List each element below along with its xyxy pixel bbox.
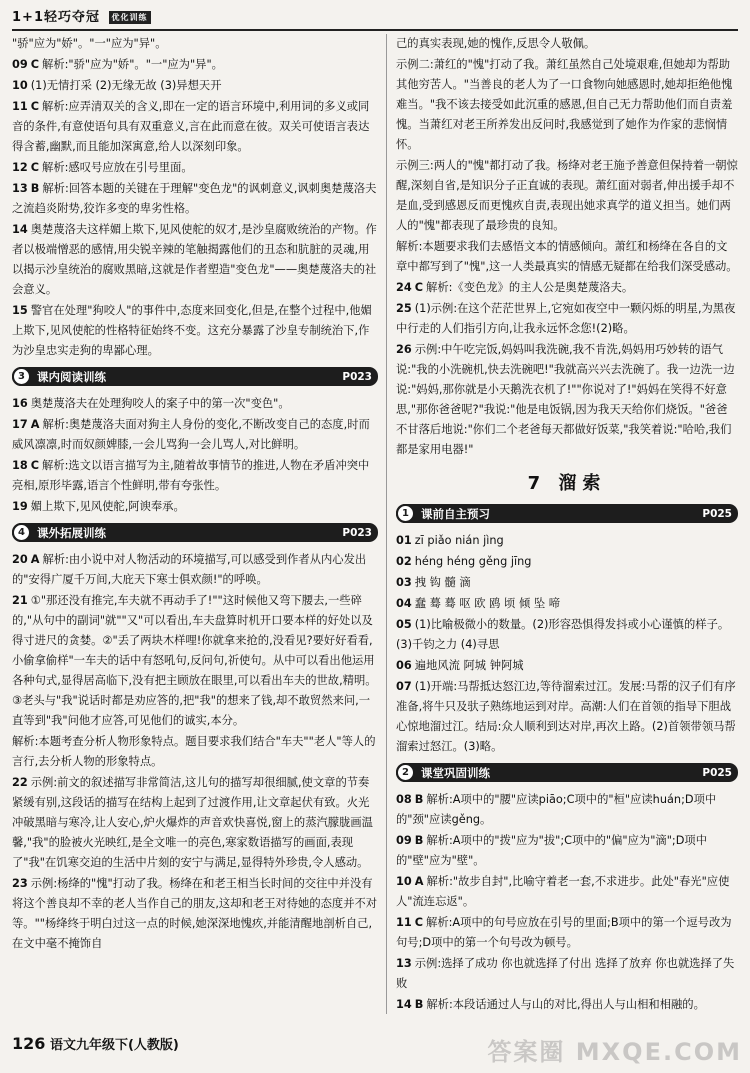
answer-item	[396, 237, 738, 277]
answer-item	[396, 552, 738, 572]
question-number: 06	[396, 659, 412, 672]
lesson-number: 7	[527, 473, 547, 494]
question-number: 15	[12, 304, 28, 317]
section-number: 4	[12, 523, 31, 542]
answer-item	[12, 179, 378, 219]
answer-item	[12, 591, 378, 731]
answer-choice: A	[414, 875, 424, 888]
answer-item	[396, 156, 738, 236]
section-page-code: P025	[702, 507, 732, 520]
answer-choice: C	[414, 916, 424, 929]
question-number: 03	[396, 576, 412, 589]
question-number: 10	[396, 875, 412, 888]
question-number: 26	[396, 343, 412, 356]
answer-item	[396, 954, 738, 994]
answer-item	[396, 34, 738, 54]
answer-text: 蠢 蓦 蓦 呕 欧 鸥 顷 倾 坠 啼	[414, 597, 561, 610]
answer-item	[12, 550, 378, 590]
answer-text: 解析:应弄清双关的含义,即在一定的语言环境中,利用词的多义或同音的条件,有意使语句具有双重意义,言在此而意在彼。双关可使语言表达得含蓄,幽默,而且能加深寓意,给人以深刻印象。	[12, 100, 370, 153]
answer-text: 解析:"故步自封",比喻守着老一套,不求进步。此处"春光"应使人"流连忘返"。	[396, 875, 730, 908]
question-number: 23	[12, 877, 28, 890]
question-number: 11	[12, 100, 28, 113]
answer-choice: C	[30, 58, 40, 71]
page-number: 126	[12, 1034, 46, 1053]
answer-text: 示例:杨绛的"愧"打动了我。杨绛在和老王相当长时间的交往中并没有将这个善良却不幸的老人当作自己的朋友,这却和老王对待她的态度并不对等。""杨绛终于明白过这一点的时候,她深深地愧疚,并能清醒地剖析自己,在文中毫不掩饰自	[12, 877, 378, 950]
question-number: 17	[12, 418, 28, 431]
answer-choice: C	[30, 161, 40, 174]
question-number: 21	[12, 594, 28, 607]
question-number: 09	[12, 58, 28, 71]
answer-text: 解析:回答本题的关键在于理解"变色龙"的讽刺意义,讽刺奥楚蔑洛夫之流趋炎附势,狡诈多变的卑劣性格。	[12, 182, 377, 215]
book-title: 语文九年级下(人教版)	[49, 1038, 179, 1053]
answer-text: 己的真实表现,她的愧作,反思令人敬佩。	[396, 37, 596, 50]
question-number: 01	[396, 534, 412, 547]
answer-item	[396, 831, 738, 871]
answer-item	[396, 573, 738, 593]
answer-text: 示例:前文的叙述描写非常简洁,这儿句的描写却很细腻,使文章的节奏紧缓有别,这段话的描写在结构上起到了过渡作用,让文章起伏有致。火光冲破黑暗与寒冷,让人安心,炉火爆炸的声音欢快喜悦,窗上的蒸汽朦胧画温馨,"我"的脸被火光映红,是全文唯一的亮色,寒家数语描写的画面,表现了"我"在饥寒交迫的生活中片刻的安宁与满足,显得特外珍贵,令人感动。	[12, 776, 373, 869]
answer-text: 解析:A项中的"拨"应为"拔";C项中的"偏"应为"滴";D项中的"壁"应为"壁"。	[396, 834, 708, 867]
answer-choice: A	[30, 418, 40, 431]
answer-text: 拽 钩 髓 滴	[414, 576, 471, 589]
question-number: 08	[396, 793, 412, 806]
answer-item	[396, 995, 738, 1015]
answer-text: 示例:选择了成功 你也就选择了付出 选择了放弃 你也就选择了失败	[396, 957, 735, 990]
section-title: 课堂巩固训练	[421, 765, 490, 780]
answer-item	[396, 615, 738, 655]
answer-text: 媚上欺下,见风使舵,阿谀奉承。	[30, 500, 185, 513]
answer-choice: B	[414, 998, 424, 1011]
question-number: 12	[12, 161, 28, 174]
answer-item	[12, 55, 378, 75]
answer-choice: A	[30, 553, 40, 566]
question-number: 05	[396, 618, 412, 631]
answer-text: 解析:由小说中对人物活动的环境描写,可以感受到作者从内心发出的"安得广厦千万间,大庇天下寒士俱欢颜!"的呼唤。	[12, 553, 367, 586]
answer-text: 遍地风流 阿城 钟阿城	[414, 659, 524, 672]
answer-text: 解析:A项中的句号应放在引号的里面;B项中的第一个逗号改为句号;D项中的第一个句号改为顿号。	[396, 916, 732, 949]
question-number: 20	[12, 553, 28, 566]
answer-item	[12, 497, 378, 517]
answer-item	[12, 874, 378, 954]
header-rule	[12, 29, 738, 31]
answer-choice: B	[30, 182, 40, 195]
answer-item	[396, 594, 738, 614]
question-number: 19	[12, 500, 28, 513]
question-number: 24	[396, 281, 412, 294]
answer-text: "骄"应为"娇"。"一"应为"异"。	[12, 37, 167, 50]
answer-item	[396, 55, 738, 155]
answer-text: 解析:选文以语言描写为主,随着故事情节的推进,人物在矛盾冲突中亮相,原形毕露,语言个性鲜明,带有夸张性。	[12, 459, 370, 492]
answer-text: ①"那还没有推完,车夫就不再动手了!""这时候他又弯下腰去,一些碎的,"从句中的副词"就""又"可以看出,车夫盘算时机开口要本样的好处以及得寸进尺的贪婪。②"丢了两块木样哩!你就拿来抢的,没看见?要好好看看,小偷拿偷样"一车夫的话中有怒吼句,反问句,祈使句。从中可以看出他运用各种句式,显得居高临下,没有把主顾放在眼里,可以看出车夫的世故,精明。③老头与"我"说话时都是劝应答的,把"我"的想来了钱,却不敢贸然来问,一直等到"我"问他才应答,可见他们的诚实,本分。	[12, 594, 377, 727]
answer-choice: C	[30, 459, 40, 472]
section-title: 课前自主预习	[421, 506, 490, 521]
question-number: 25	[396, 302, 412, 315]
question-number: 14	[396, 998, 412, 1011]
watermark: 答案圈 MXQE.COM	[487, 1038, 742, 1066]
answer-item	[12, 773, 378, 873]
answer-item	[396, 656, 738, 676]
answer-choice: B	[414, 793, 424, 806]
answer-item	[12, 220, 378, 300]
answer-text: 解析:奥楚蔑洛夫面对狗主人身份的变化,不断改变自己的态度,时而威风凛凛,时而奴颜婢膝,一会儿骂狗一会儿骂人,对比鲜明。	[12, 418, 370, 451]
answer-text: 解析:本题考查分析人物形象特点。题目要求我们结合"车夫""老人"等人的言行,去分析人物的形象特点。	[12, 735, 376, 768]
answer-text: zī piǎo nián jìng	[414, 534, 504, 547]
page-footer	[12, 1034, 179, 1053]
answer-choice: C	[414, 281, 424, 294]
answer-text: (1)比喻极微小的数量。(2)形容恐惧得发抖或小心谨慎的样子。(3)千钧之力 (4)寻思	[396, 618, 730, 651]
answer-item	[12, 76, 378, 96]
question-number: 02	[396, 555, 412, 568]
left-column	[12, 34, 378, 955]
answer-item	[396, 278, 738, 298]
section-page-code: P025	[702, 766, 732, 779]
answer-choice: B	[414, 834, 424, 847]
answer-text: héng héng gěng jīng	[414, 555, 532, 568]
lesson-title	[396, 474, 738, 494]
answer-text: (1)开端:马帮抵达怒江边,等待溜索过江。发展:马帮的汉子们有序准备,将牛只及驮子熟练地运到对岸。高潮:人们在首领的指导下胆战心惊地溜过江。结局:众人顺利到达对岸,再次上路。(2)首领带领马帮溜索过怒江。(3)略。	[396, 680, 736, 753]
answer-item	[396, 872, 738, 912]
question-number: 11	[396, 916, 412, 929]
answer-item	[12, 301, 378, 361]
answer-text: 奥楚蔑洛夫在处理狗咬人的案子中的第一次"变色"。	[30, 397, 290, 410]
answer-item	[396, 531, 738, 551]
answer-text: 解析:《变色龙》的主人公是奥楚蔑洛夫。	[426, 281, 634, 294]
section-title: 课外拓展训练	[37, 525, 106, 540]
page-header	[12, 6, 738, 28]
question-number: 13	[396, 957, 412, 970]
lesson-name: 溜索	[558, 473, 607, 494]
answer-text: 警官在处理"狗咬人"的事件中,态度来回变化,但是,在整个过程中,他媚上欺下,见风使舵的性格特征始终不变。这充分暴露了沙皇专制统治下,作为沙皇忠实走狗的卑鄙心理。	[12, 304, 372, 357]
answer-text: 示例二:萧红的"愧"打动了我。萧红虽然自己处境艰难,但她却为帮助其他穷苦人。"当善良的老人为了一口食物向她感恩时,她却拒绝他愧难当。"我不该去接受如此沉重的感恩,但自己无力帮助他们而自责羞愧。当萧红对老王所养发出反问时,我感觉到了她作为作家的悲悯情怀。	[396, 58, 733, 151]
column-divider	[386, 34, 387, 1014]
answer-item	[396, 340, 738, 460]
section-header-extension	[12, 523, 378, 542]
section-header-consolidation	[396, 763, 738, 782]
answer-text: 解析:本题要求我们去感悟文本的情感倾向。萧红和杨绛在各自的文章中都写到了"愧",这一人类最真实的情感无疑都在给我们深受感动。	[396, 240, 738, 273]
answer-text: (1)示例:在这个茫茫世界上,它宛如夜空中一颗闪烁的明星,为黑夜中行走的人们指引方向,让我永远怀念您!(2)略。	[396, 302, 736, 335]
answer-choice: C	[30, 100, 40, 113]
question-number: 16	[12, 397, 28, 410]
section-number: 2	[396, 763, 415, 782]
answer-item	[12, 34, 378, 54]
question-number: 13	[12, 182, 28, 195]
question-number: 22	[12, 776, 28, 789]
question-number: 14	[12, 223, 28, 236]
answer-item	[396, 299, 738, 339]
answer-text: 解析:感叹号应放在引号里面。	[42, 161, 193, 174]
answer-item	[396, 677, 738, 757]
answer-item	[396, 790, 738, 830]
section-number: 1	[396, 504, 415, 523]
answer-text: 示例三:两人的"愧"都打动了我。杨绛对老王施予善意但保持着一朝惊醒,深刻自省,是知识分子正直诚的表现。萧红面对弱者,伸出援手却不是血,受到感恩反而更愧疚自责,表现出她求真学的道义担当。她们两人的"愧"都表现了最珍贵的良知。	[396, 159, 738, 232]
section-page-code: P023	[342, 526, 372, 539]
answer-text: 解析:A项中的"腰"应读piāo;C项中的"桓"应读huán;D项中的"颈"应读gěng。	[396, 793, 717, 826]
question-number: 07	[396, 680, 412, 693]
answer-text: 解析:本段话通过人与山的对比,得出人与山相和相融的。	[426, 998, 705, 1011]
section-title: 课内阅读训练	[37, 369, 106, 384]
question-number: 04	[396, 597, 412, 610]
answer-text: 解析:"骄"应为"娇"。"一"应为"异"。	[42, 58, 223, 71]
answer-item	[396, 913, 738, 953]
answer-text: (1)无情打采 (2)无缘无故 (3)异想天开	[30, 79, 222, 92]
right-column	[396, 34, 738, 1016]
answer-item	[12, 415, 378, 455]
answer-item	[12, 732, 378, 772]
section-header-preview	[396, 504, 738, 523]
question-number: 09	[396, 834, 412, 847]
answer-item	[12, 158, 378, 178]
question-number: 18	[12, 459, 28, 472]
logo-text: 1+1轻巧夺冠	[12, 10, 100, 25]
section-number: 3	[12, 367, 31, 386]
answer-text: 奥楚蔑洛夫这样媚上欺下,见风使舵的奴才,是沙皇腐败统治的产物。作者以极端憎恶的感情,用尖锐辛辣的笔触揭露他们的丑态和肮脏的灵魂,用以揭示沙皇统治的腐败黑暗,这就是作者塑造"变色龙"——奥楚蔑洛夫的社会意义。	[12, 223, 377, 296]
answer-text: 示例:中午吃完饭,妈妈叫我洗碗,我不肯洗,妈妈用巧妙转的语气说:"我的小洗碗机,快去洗碗吧!"我就高兴兴去洗碗了。我一边洗一边说:"妈妈,那你就是小天鹅洗衣机了!""你说对了!"妈妈在笑得不好意思,"那你爸爸呢?"我说:"他是电饭锅,因为我天天给你们烧饭。"爸爸不甘落后地说:"你们二个老爸每天都做好饭菜,"我笑着说:"哈哈,我们都是家用电器!"	[396, 343, 735, 456]
section-header-classroom-reading	[12, 367, 378, 386]
section-page-code: P023	[342, 370, 372, 383]
logo-badge: 优化训练	[109, 11, 151, 24]
brand-logo	[12, 6, 151, 25]
answer-item	[12, 97, 378, 157]
answer-item	[12, 394, 378, 414]
answer-item	[12, 456, 378, 496]
question-number: 10	[12, 79, 28, 92]
